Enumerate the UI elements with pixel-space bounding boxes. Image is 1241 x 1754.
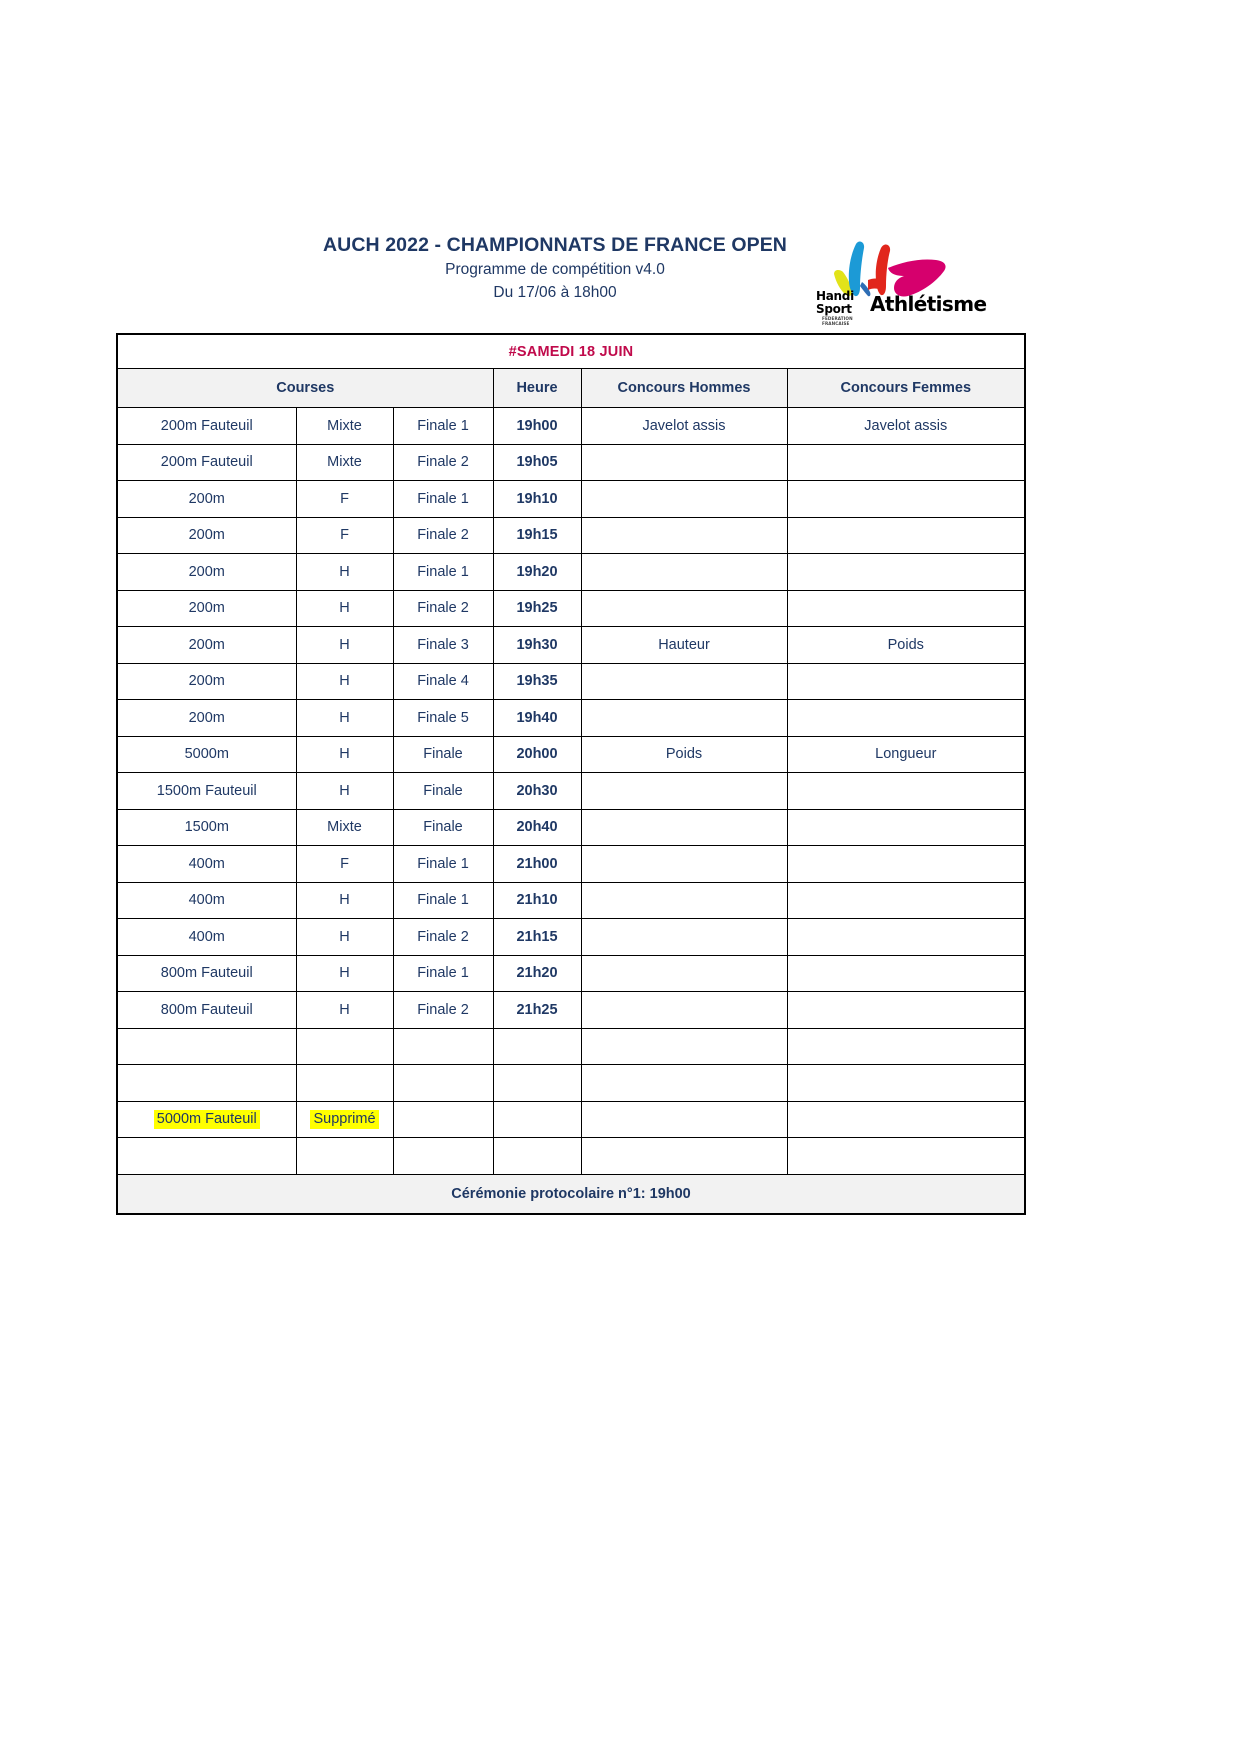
cell-category: H — [296, 919, 393, 956]
table-row — [117, 627, 1025, 664]
cell-round: Finale 5 — [393, 700, 493, 737]
cell-concours-femmes — [787, 992, 1025, 1029]
cell-time: 20h00 — [493, 736, 581, 773]
day-banner-row — [117, 334, 1025, 369]
cell-category: F — [296, 481, 393, 518]
cell-time: 20h30 — [493, 773, 581, 810]
cell-concours-femmes — [787, 517, 1025, 554]
table-row — [117, 1065, 1025, 1102]
column-header-concours-hommes: Concours Hommes — [581, 369, 787, 408]
column-header-concours-femmes: Concours Femmes — [787, 369, 1025, 408]
handisport-athletisme-logo — [812, 238, 992, 326]
cell-category: Mixte — [296, 408, 393, 445]
cell-round: Finale 2 — [393, 919, 493, 956]
cell-women — [787, 1138, 1025, 1175]
cell-round: Finale 2 — [393, 444, 493, 481]
cell-category: H — [296, 736, 393, 773]
cell-round: Finale 4 — [393, 663, 493, 700]
page-title: AUCH 2022 - CHAMPIONNATS DE FRANCE OPEN — [322, 234, 787, 256]
cell-event: 5000m — [117, 736, 296, 773]
schedule-table — [116, 333, 1026, 1215]
ceremony-row — [117, 1174, 1025, 1214]
logo-federation-line1: FEDERATION — [822, 316, 853, 321]
cell-concours-hommes — [581, 444, 787, 481]
table-row — [117, 408, 1025, 445]
cell-event: 200m — [117, 590, 296, 627]
cell-event: 800m Fauteuil — [117, 992, 296, 1029]
cell-category: H — [296, 700, 393, 737]
cell-time: 21h10 — [493, 882, 581, 919]
cell-concours-hommes — [581, 517, 787, 554]
cell-time: 20h40 — [493, 809, 581, 846]
cell-time: 19h40 — [493, 700, 581, 737]
cell-event: 400m — [117, 846, 296, 883]
cell-concours-hommes — [581, 882, 787, 919]
cell-event: 200m — [117, 663, 296, 700]
cell-concours-femmes — [787, 1065, 1025, 1102]
table-row — [117, 809, 1025, 846]
table-row — [117, 590, 1025, 627]
cell-round: Finale — [393, 809, 493, 846]
logo-word-athletisme: Athlétisme — [870, 292, 987, 316]
cell-event: 800m Fauteuil — [117, 955, 296, 992]
logo-federation-text — [822, 316, 853, 326]
logo-wordmark — [812, 290, 994, 326]
cell-category: F — [296, 846, 393, 883]
cell-men — [581, 1138, 787, 1175]
schedule-table-body — [117, 334, 1025, 1214]
table-row — [117, 773, 1025, 810]
cell-time: 19h00 — [493, 408, 581, 445]
cell-time: 19h20 — [493, 554, 581, 591]
cell-concours-femmes — [787, 846, 1025, 883]
cell-concours-femmes — [787, 481, 1025, 518]
table-row — [117, 992, 1025, 1029]
cell-concours-femmes — [787, 809, 1025, 846]
status-badge: Supprimé — [310, 1110, 378, 1129]
cell-time: 19h30 — [493, 627, 581, 664]
cell-category — [296, 1138, 393, 1175]
table-row — [117, 444, 1025, 481]
table-row — [117, 700, 1025, 737]
cell-concours-hommes — [581, 554, 787, 591]
cell-round: Finale — [393, 736, 493, 773]
day-banner: #SAMEDI 18 JUIN — [117, 334, 1025, 369]
cell-round: Finale — [393, 773, 493, 810]
cell-category: H — [296, 882, 393, 919]
schedule-table-container — [116, 333, 1024, 1215]
cell-round-removed — [393, 1101, 493, 1138]
cell-round: Finale 1 — [393, 408, 493, 445]
cell-concours-hommes — [581, 590, 787, 627]
cell-event: 200m — [117, 627, 296, 664]
cell-event — [117, 1138, 296, 1175]
cell-event: 1500m — [117, 809, 296, 846]
cell-concours-hommes: Poids — [581, 736, 787, 773]
cell-category: H — [296, 773, 393, 810]
table-row — [117, 1028, 1025, 1065]
cell-round: Finale 1 — [393, 554, 493, 591]
table-row-removed-event — [117, 1101, 1025, 1138]
cell-time: 19h15 — [493, 517, 581, 554]
column-header-courses: Courses — [117, 369, 493, 408]
cell-concours-hommes — [581, 919, 787, 956]
cell-concours-hommes — [581, 700, 787, 737]
cell-category: H — [296, 663, 393, 700]
ceremony-label: Cérémonie protocolaire n°1: 19h00 — [117, 1174, 1025, 1214]
cell-category: H — [296, 992, 393, 1029]
cell-event — [117, 1065, 296, 1102]
cell-event: 400m — [117, 882, 296, 919]
cell-category: F — [296, 517, 393, 554]
cell-concours-femmes: Poids — [787, 627, 1025, 664]
column-header-row — [117, 369, 1025, 408]
cell-concours-femmes — [787, 700, 1025, 737]
cell-status-removed — [296, 1101, 393, 1138]
cell-event: 400m — [117, 919, 296, 956]
cell-concours-femmes-removed — [787, 1101, 1025, 1138]
cell-round: Finale 1 — [393, 846, 493, 883]
cell-time-removed — [493, 1101, 581, 1138]
cell-concours-hommes: Javelot assis — [581, 408, 787, 445]
cell-category: Mixte — [296, 444, 393, 481]
cell-category — [296, 1028, 393, 1065]
cell-time — [493, 1138, 581, 1175]
cell-event: 1500m Fauteuil — [117, 773, 296, 810]
cell-event: 200m Fauteuil — [117, 444, 296, 481]
cell-round: Finale 2 — [393, 992, 493, 1029]
cell-category: H — [296, 554, 393, 591]
cell-concours-femmes — [787, 554, 1025, 591]
cell-category: H — [296, 955, 393, 992]
cell-time: 19h10 — [493, 481, 581, 518]
cell-concours-femmes — [787, 919, 1025, 956]
table-row — [117, 736, 1025, 773]
cell-concours-femmes — [787, 955, 1025, 992]
cell-concours-femmes — [787, 444, 1025, 481]
cell-concours-femmes — [787, 882, 1025, 919]
cell-time — [493, 1028, 581, 1065]
cell-concours-hommes — [581, 1028, 787, 1065]
cell-category — [296, 1065, 393, 1102]
cell-concours-femmes — [787, 1028, 1025, 1065]
table-row — [117, 554, 1025, 591]
cell-concours-hommes-removed — [581, 1101, 787, 1138]
cell-concours-femmes: Javelot assis — [787, 408, 1025, 445]
cell-category: H — [296, 590, 393, 627]
document-subtitle-date: Du 17/06 à 18h00 — [493, 284, 617, 301]
cell-time: 21h00 — [493, 846, 581, 883]
cell-concours-hommes — [581, 481, 787, 518]
logo-word-handi: Handi — [816, 289, 854, 303]
table-row — [117, 517, 1025, 554]
cell-category: Mixte — [296, 809, 393, 846]
cell-round: Finale 2 — [393, 590, 493, 627]
cell-time: 21h25 — [493, 992, 581, 1029]
cell-concours-hommes — [581, 809, 787, 846]
cell-concours-hommes — [581, 773, 787, 810]
cell-concours-hommes — [581, 846, 787, 883]
cell-time — [493, 1065, 581, 1102]
cell-concours-hommes — [581, 663, 787, 700]
cell-concours-femmes — [787, 773, 1025, 810]
document-subtitle-version: Programme de compétition v4.0 — [445, 261, 665, 278]
cell-event-removed — [117, 1101, 296, 1138]
cell-concours-hommes — [581, 955, 787, 992]
logo-federation-line2: FRANCAISE — [822, 321, 850, 326]
table-row — [117, 955, 1025, 992]
cell-concours-femmes — [787, 590, 1025, 627]
table-row — [117, 481, 1025, 518]
table-row — [117, 846, 1025, 883]
cell-concours-hommes: Hauteur — [581, 627, 787, 664]
cell-time: 21h15 — [493, 919, 581, 956]
cell-round: Finale 3 — [393, 627, 493, 664]
cell-time: 21h20 — [493, 955, 581, 992]
document-header — [0, 232, 1241, 324]
cell-round — [393, 1028, 493, 1065]
cell-event: 200m — [117, 700, 296, 737]
cell-time: 19h05 — [493, 444, 581, 481]
cell-event: 200m — [117, 517, 296, 554]
cell-round: Finale 1 — [393, 481, 493, 518]
cell-concours-femmes: Longueur — [787, 736, 1025, 773]
column-header-heure: Heure — [493, 369, 581, 408]
cell-round — [393, 1065, 493, 1102]
cell-round: Finale 1 — [393, 955, 493, 992]
cell-concours-hommes — [581, 992, 787, 1029]
cell-event: 200m Fauteuil — [117, 408, 296, 445]
cell-event: 200m — [117, 481, 296, 518]
cell-round — [393, 1138, 493, 1175]
cell-round: Finale 1 — [393, 882, 493, 919]
table-row — [117, 882, 1025, 919]
cell-concours-hommes — [581, 1065, 787, 1102]
logo-word-sport: Sport — [816, 301, 852, 316]
cell-time: 19h25 — [493, 590, 581, 627]
table-row — [117, 663, 1025, 700]
cell-category: H — [296, 627, 393, 664]
table-row — [117, 919, 1025, 956]
cell-time: 19h35 — [493, 663, 581, 700]
cell-concours-femmes — [787, 663, 1025, 700]
cell-round: Finale 2 — [393, 517, 493, 554]
highlighted-event-label: 5000m Fauteuil — [154, 1110, 260, 1129]
cell-event — [117, 1028, 296, 1065]
logo-handi-sport-text — [816, 290, 854, 315]
cell-event: 200m — [117, 554, 296, 591]
table-row — [117, 1138, 1025, 1175]
